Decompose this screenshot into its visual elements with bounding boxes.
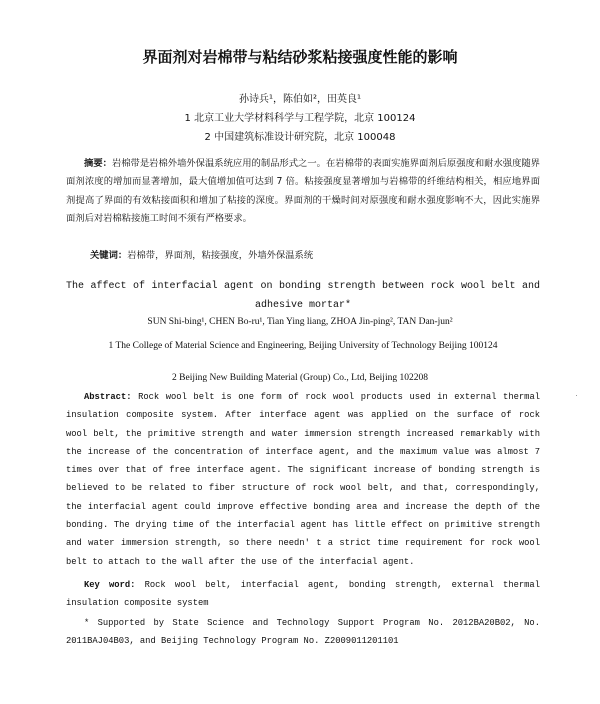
paper-title-en: The affect of interfacial agent on bonding strength between rock wool belt and adhesive mortar* bbox=[66, 281, 540, 311]
affiliation-en-1: 1 The College of Material Science and Engineering, Beijing University of Technology Beijing 100124 bbox=[108, 341, 498, 351]
abstract-en bbox=[66, 388, 540, 571]
authors-en: SUN Shi-bing¹, CHEN Bo-ru¹, Tian Ying liang, ZHOA Jin-ping², TAN Dan-jun² bbox=[147, 317, 453, 327]
support-footnote bbox=[66, 614, 540, 650]
scan-speck bbox=[576, 395, 577, 396]
abstract-en-text: Rock wool belt is one form of rock wool products used in external thermal insulation composite system. After interface agent was applied on the surface of rock wool belt, the primitive strength and water immersion strength increased remarkably with the increase of the concentration of interface agent, and the maximum value was almost 7 times over that of free interface agent. The significant increase of bonding strength is believed to be related to fiber structure of rock wool belt, and that, correspondingly, the interfacial agent could improve effective bonding area and increase the depth of the bonding. The drying time of the interfacial agent has little effect on primitive strength and water immersion strength, so there needn' t a strict time requirement for rock wool belt to attach to the wall after the use of the interfacial agent. bbox=[66, 392, 540, 567]
support-footnote-text: * Supported by State Science and Technology Support Program No. 2012BA20B02, No. 2011BAJ04B03, and Beijing Technology Program No. Z2009011201101 bbox=[66, 618, 540, 646]
abstract-cn bbox=[66, 155, 540, 228]
affiliation-cn-1: 1 北京工业大学材料科学与工程学院，北京 100124 bbox=[184, 113, 416, 124]
abstract-cn-text: 岩棉带是岩棉外墙外保温系统应用的制品形式之一。在岩棉带的表面实施界面剂后原强度和耐水强度随界面剂浓度的增加而显著增加，最大值增加值可达到 7 倍。粘接强度显著增加与岩棉带的纤维结构相关，相应地界面剂提高了界面的有效粘接面积和增加了粘接的深度。界面剂的干燥时间对原强度和耐水强度影响不大，因此实施界面剂后对岩棉粘接施工时间不须有严格要求。 bbox=[66, 158, 540, 224]
keywords-cn-label: 关键词： bbox=[90, 250, 128, 261]
keywords-en bbox=[66, 576, 540, 612]
keywords-cn bbox=[90, 247, 540, 261]
affiliation-en-2: 2 Beijing New Building Material (Group) Co., Ltd, Beijing 102208 bbox=[172, 373, 428, 383]
keywords-en-text: Rock wool belt, interfacial agent, bonding strength, external thermal insulation composite system bbox=[66, 580, 540, 608]
paper-title-cn: 界面剂对岩棉带与粘结砂浆粘接强度性能的影响 bbox=[142, 48, 458, 66]
abstract-cn-label: 摘要： bbox=[84, 158, 112, 169]
authors-cn: 孙诗兵¹，陈伯如²，田英良¹ bbox=[238, 94, 362, 105]
keywords-cn-text: 岩棉带，界面剂，粘接强度，外墙外保温系统 bbox=[127, 250, 314, 261]
affiliation-cn-2: 2 中国建筑标准设计研究院，北京 100048 bbox=[204, 132, 396, 143]
keywords-en-label: Key word: bbox=[84, 580, 136, 590]
abstract-en-label: Abstract: bbox=[84, 392, 132, 402]
